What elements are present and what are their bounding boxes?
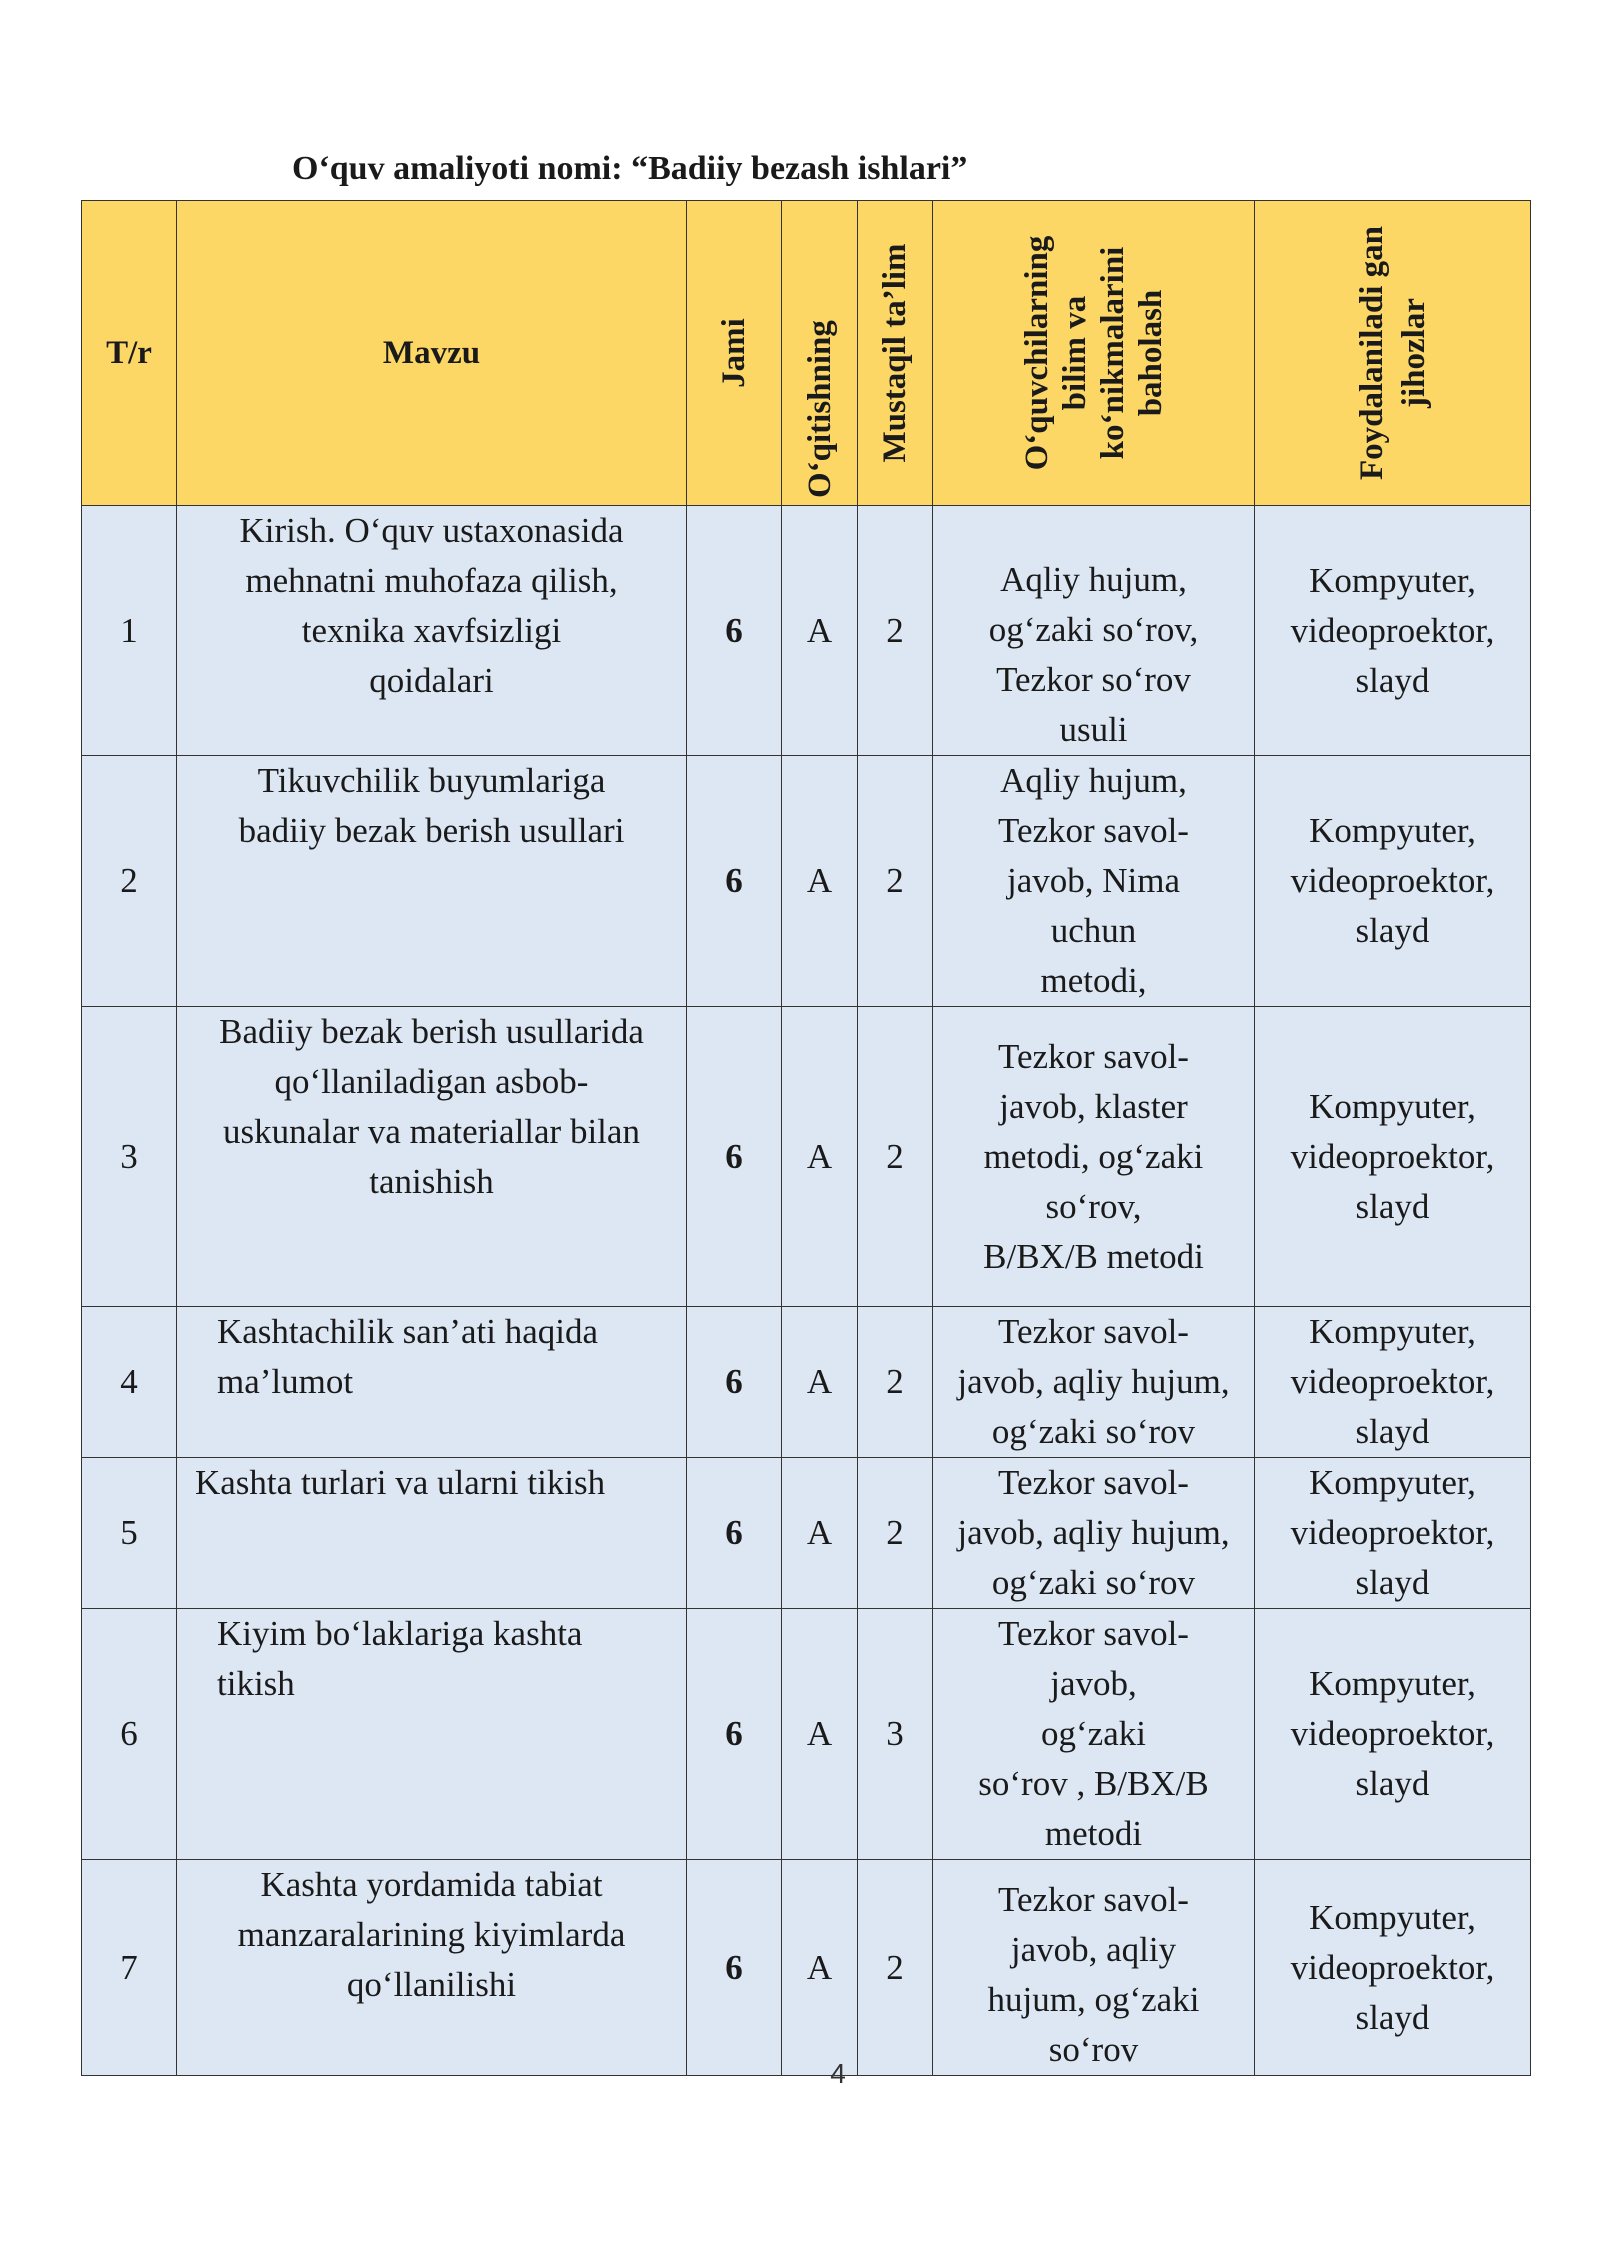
cell-line: B/BX/B metodi — [983, 1236, 1204, 1276]
cell-oqitishning: A — [782, 1307, 858, 1458]
cell-line: Tezkor so‘rov — [996, 660, 1191, 699]
cell-line: videoproektor, — [1290, 1136, 1495, 1176]
cell-line: Kompyuter, — [1309, 1897, 1476, 1937]
cell-mustaqil: 2 — [858, 506, 933, 756]
cell-line: badiiy bezak berish usullari — [238, 811, 625, 850]
table-row — [82, 1458, 1531, 1609]
cell-mavzu — [177, 1307, 687, 1458]
cell-jami: 6 — [687, 1007, 782, 1307]
cell-line: tikish — [217, 1664, 295, 1703]
cell-line: tanishish — [369, 1162, 494, 1201]
cell-tr: 5 — [82, 1458, 177, 1609]
cell-mavzu — [177, 506, 687, 756]
cell-line: mehnatni muhofaza qilish, — [245, 561, 618, 600]
cell-jami: 6 — [687, 506, 782, 756]
page-title: O‘quv amaliyoti nomi: “Badiiy bezash ishlari” — [292, 150, 968, 187]
cell-mavzu — [177, 1458, 687, 1609]
cell-line: so‘rov , B/BX/B — [978, 1764, 1209, 1803]
cell-line: og‘zaki — [1041, 1714, 1146, 1753]
cell-baholash — [933, 1007, 1255, 1307]
cell-line: videoproektor, — [1290, 610, 1495, 650]
header-jami: Jami — [687, 201, 782, 506]
cell-line: ma’lumot — [217, 1362, 354, 1401]
cell-line: og‘zaki so‘rov — [991, 1412, 1196, 1451]
cell-line: uskunalar va materiallar bilan — [223, 1112, 640, 1151]
cell-mustaqil: 2 — [858, 1860, 933, 2076]
cell-mavzu — [177, 1860, 687, 2076]
cell-line: og‘zaki so‘rov — [991, 1563, 1196, 1602]
cell-line: metodi — [1044, 1814, 1143, 1853]
cell-jami: 6 — [687, 1860, 782, 2076]
cell-jihozlar — [1255, 1458, 1531, 1609]
table-row — [82, 1609, 1531, 1860]
cell-line: slayd — [1355, 1997, 1430, 2037]
cell-jami: 6 — [687, 1458, 782, 1609]
cell-jami: 6 — [687, 1609, 782, 1860]
cell-baholash — [933, 1307, 1255, 1458]
cell-baholash — [933, 506, 1255, 756]
cell-jihozlar — [1255, 506, 1531, 756]
cell-mustaqil: 3 — [858, 1609, 933, 1860]
cell-line: metodi, og‘zaki — [983, 1136, 1204, 1176]
cell-line: Kiyim bo‘laklariga kashta — [217, 1614, 583, 1653]
cell-line: Badiiy bezak berish usullarida — [219, 1012, 644, 1051]
header-tr: T/r — [82, 201, 177, 506]
cell-line: Tezkor savol- — [998, 1880, 1189, 1919]
cell-mavzu — [177, 1609, 687, 1860]
cell-baholash — [933, 756, 1255, 1007]
cell-jihozlar — [1255, 1609, 1531, 1860]
table-row — [82, 1307, 1531, 1458]
cell-oqitishning: A — [782, 1860, 858, 2076]
cell-line: javob, aqliy — [1010, 1930, 1177, 1969]
cell-line: metodi, — [1040, 961, 1147, 1000]
cell-line: qo‘llaniladigan asbob- — [274, 1062, 589, 1101]
cell-jami: 6 — [687, 756, 782, 1007]
cell-tr: 4 — [82, 1307, 177, 1458]
cell-line: Aqliy hujum, — [1000, 560, 1187, 599]
cell-line: videoproektor, — [1290, 1362, 1495, 1401]
cell-tr: 3 — [82, 1007, 177, 1307]
cell-line: Kashta yordamida tabiat — [260, 1865, 603, 1904]
cell-line: javob, aqliy hujum, — [957, 1362, 1230, 1401]
cell-oqitishning: A — [782, 1007, 858, 1307]
cell-baholash — [933, 1609, 1255, 1860]
cell-line: javob, — [1050, 1664, 1137, 1703]
cell-jami: 6 — [687, 1307, 782, 1458]
cell-line: videoproektor, — [1290, 1947, 1495, 1987]
cell-line: qoidalari — [369, 661, 494, 700]
header-mustaqil: Mustaqil ta’lim — [858, 201, 933, 506]
cell-tr: 7 — [82, 1860, 177, 2076]
cell-line: Tezkor savol- — [998, 1312, 1189, 1351]
cell-mustaqil: 2 — [858, 1307, 933, 1458]
cell-line: usuli — [1059, 710, 1128, 749]
cell-tr: 6 — [82, 1609, 177, 1860]
cell-tr: 1 — [82, 506, 177, 756]
cell-line: slayd — [1355, 1764, 1430, 1803]
cell-line: manzaralarining kiyimlarda — [237, 1915, 626, 1954]
cell-line: Tikuvchilik buyumlariga — [257, 761, 606, 800]
cell-mustaqil: 2 — [858, 1458, 933, 1609]
cell-line: slayd — [1355, 660, 1430, 700]
cell-line: Aqliy hujum, — [1000, 761, 1187, 800]
header-jihozlar: Foydalaniladi gan jihozlar — [1255, 201, 1531, 506]
cell-line: Tezkor savol- — [998, 1614, 1189, 1653]
header-row — [82, 201, 1531, 506]
cell-jihozlar — [1255, 1860, 1531, 2076]
table-row — [82, 756, 1531, 1007]
cell-oqitishning: A — [782, 1609, 858, 1860]
cell-oqitishning: A — [782, 506, 858, 756]
cell-line: slayd — [1355, 1412, 1430, 1451]
cell-line: Tezkor savol- — [998, 1036, 1189, 1076]
cell-line: slayd — [1355, 911, 1430, 950]
cell-line: Kirish. O‘quv ustaxonasida — [239, 511, 624, 550]
cell-mustaqil: 2 — [858, 1007, 933, 1307]
cell-line: texnika xavfsizligi — [301, 611, 562, 650]
header-oqitishning: O‘qitishning — [782, 201, 858, 506]
cell-line: javob, Nima — [1006, 861, 1181, 900]
cell-line: Tezkor savol- — [998, 811, 1189, 850]
cell-line: Kashtachilik san’ati haqida — [217, 1312, 598, 1351]
header-mavzu: Mavzu — [177, 201, 687, 506]
cell-line: videoproektor, — [1290, 861, 1495, 900]
cell-mavzu — [177, 756, 687, 1007]
cell-line: Kompyuter, — [1309, 1086, 1476, 1126]
table-row — [82, 506, 1531, 756]
cell-line: hujum, og‘zaki — [987, 1980, 1200, 2019]
page-number: 4 — [830, 2058, 846, 2089]
cell-jihozlar — [1255, 1307, 1531, 1458]
cell-oqitishning: A — [782, 756, 858, 1007]
cell-line: uchun — [1050, 911, 1137, 950]
cell-line: Kashta turlari va ularni tikish — [195, 1463, 606, 1502]
cell-jihozlar — [1255, 756, 1531, 1007]
cell-line: Kompyuter, — [1309, 1664, 1476, 1703]
cell-oqitishning: A — [782, 1458, 858, 1609]
cell-line: Kompyuter, — [1309, 1312, 1476, 1351]
curriculum-table — [81, 200, 1531, 2076]
table-row — [82, 1007, 1531, 1307]
cell-line: javob, klaster — [999, 1086, 1188, 1126]
cell-line: so‘rov, — [1045, 1186, 1142, 1226]
cell-baholash — [933, 1860, 1255, 2076]
cell-line: slayd — [1355, 1563, 1430, 1602]
cell-tr: 2 — [82, 756, 177, 1007]
cell-mavzu — [177, 1007, 687, 1307]
cell-line: Tezkor savol- — [998, 1463, 1189, 1502]
cell-line: videoproektor, — [1290, 1513, 1495, 1552]
cell-line: Kompyuter, — [1309, 1463, 1476, 1502]
cell-line: javob, aqliy hujum, — [957, 1513, 1230, 1552]
cell-line: so‘rov — [1048, 2030, 1139, 2069]
cell-line: qo‘llanilishi — [346, 1965, 517, 2004]
header-baholash: O‘quvchilarning bilim va ko‘nikmalarini baholash — [933, 201, 1255, 506]
cell-line: Kompyuter, — [1309, 811, 1476, 850]
cell-line: Kompyuter, — [1309, 560, 1476, 600]
cell-mustaqil: 2 — [858, 756, 933, 1007]
cell-line: videoproektor, — [1290, 1714, 1495, 1753]
table-row — [82, 1860, 1531, 2076]
cell-baholash — [933, 1458, 1255, 1609]
cell-line: og‘zaki so‘rov, — [988, 610, 1199, 649]
cell-line: slayd — [1355, 1186, 1430, 1226]
cell-jihozlar — [1255, 1007, 1531, 1307]
